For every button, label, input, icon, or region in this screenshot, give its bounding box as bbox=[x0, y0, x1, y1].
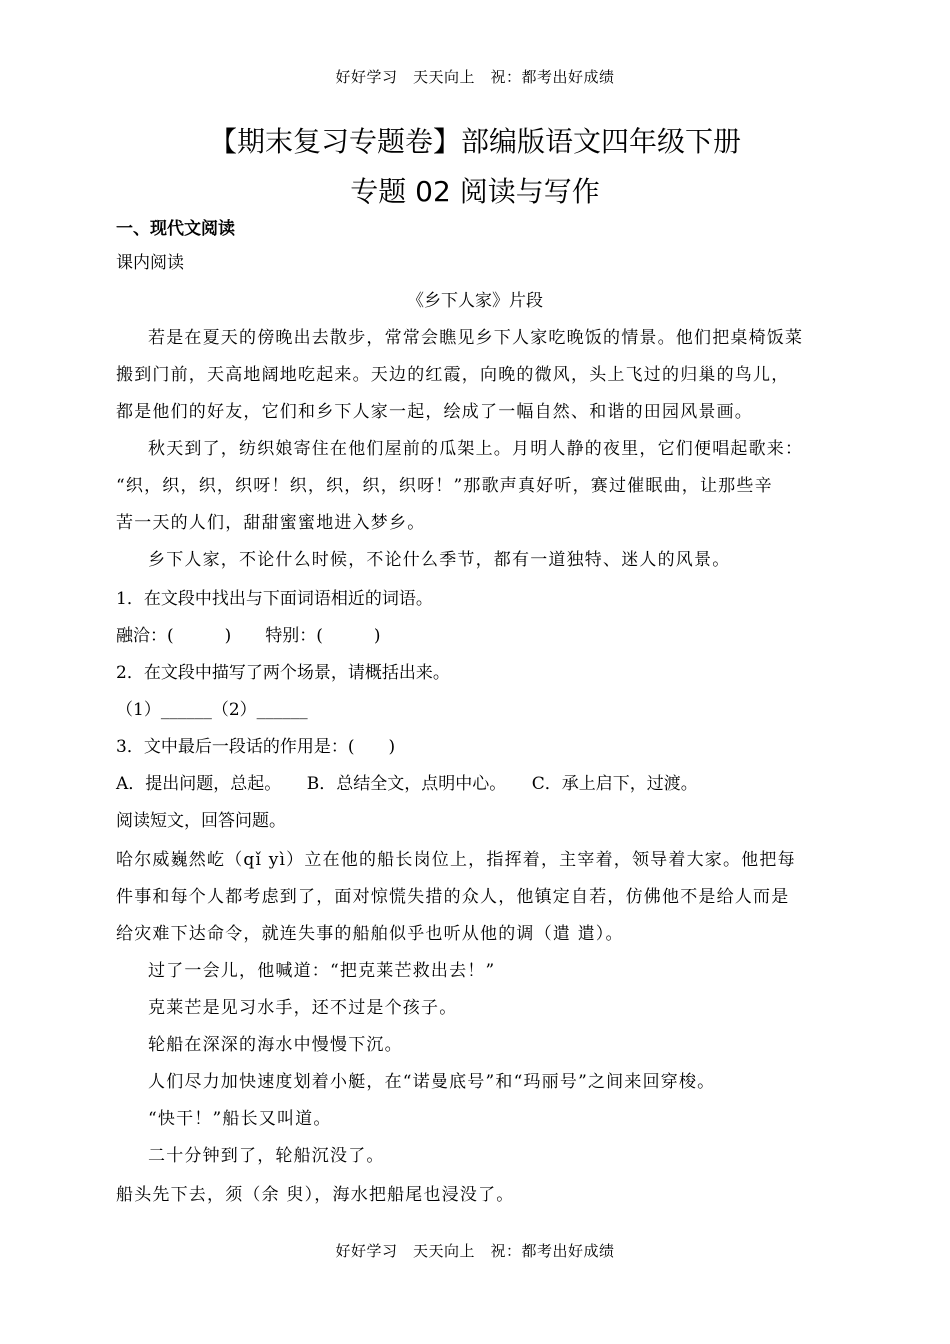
passage-line: 人们尽力加快速度划着小艇，在“诺曼底号”和“玛丽号”之间来回穿梭。 bbox=[148, 1072, 716, 1092]
passage-line: 轮船在深深的海水中慢慢下沉。 bbox=[148, 1035, 403, 1055]
passage-line: 二十分钟到了，轮船沉没了。 bbox=[148, 1146, 385, 1166]
subsection-label: 课内阅读 bbox=[116, 253, 184, 273]
question-3: 3．文中最后一段话的作用是：( ) bbox=[116, 737, 396, 757]
passage-line: 件事和每个人都考虑到了，面对惊慌失措的众人，他镇定自若，仿佛他不是给人而是 bbox=[116, 887, 790, 907]
passage-line: 搬到门前，天高地阔地吃起来。天边的红霞，向晚的微风，头上飞过的归巢的鸟儿， bbox=[116, 365, 790, 385]
passage-line: 哈尔威巍然屹（qǐ yì）立在他的船长岗位上，指挥着，主宰着，领导着大家。他把每 bbox=[116, 850, 796, 870]
section-heading: 一、现代文阅读 bbox=[116, 219, 235, 239]
passage-line: 给灾难下达命令，就连失事的船舶似乎也听从他的调（遣 遣）。 bbox=[116, 924, 624, 944]
passage-line: 秋天到了，纺织娘寄住在他们屋前的瓜架上。月明人静的夜里，它们便唱起歌来： bbox=[148, 439, 804, 459]
passage-line: 乡下人家，不论什么时候，不论什么季节，都有一道独特、迷人的风景。 bbox=[148, 550, 731, 570]
page-header: 好好学习 天天向上 祝：都考出好成绩 bbox=[335, 68, 615, 86]
passage-line: “织，织，织，织呀！织，织，织，织呀！”那歌声真好听，赛过催眠曲，让那些辛 bbox=[116, 476, 773, 496]
passage-2-intro: 阅读短文，回答问题。 bbox=[116, 811, 286, 831]
passage-line: 若是在夏天的傍晚出去散步，常常会瞧见乡下人家吃晚饭的情景。他们把桌椅饭菜 bbox=[148, 328, 804, 348]
question-2-blanks: （1）______（2）______ bbox=[116, 700, 308, 720]
passage-line: 都是他们的好友，它们和乡下人家一起，绘成了一幅自然、和谐的田园风景画。 bbox=[116, 402, 753, 422]
question-1-blanks: 融洽：( ) 特别：( ) bbox=[116, 626, 381, 646]
passage-title: 《乡下人家》片段 bbox=[407, 291, 543, 311]
passage-line: 苦一天的人们，甜甜蜜蜜地进入梦乡。 bbox=[116, 513, 426, 533]
passage-line: 过了一会儿，他喊道：“把克莱芒救出去！” bbox=[148, 961, 496, 981]
document-title: 【期末复习专题卷】部编版语文四年级下册 bbox=[208, 125, 741, 158]
question-3-options: A．提出问题，总起。 B．总结全文，点明中心。 C．承上启下，过渡。 bbox=[116, 774, 698, 794]
passage-line: 船头先下去，须（余 臾），海水把船尾也浸没了。 bbox=[116, 1185, 515, 1205]
page-footer: 好好学习 天天向上 祝：都考出好成绩 bbox=[335, 1242, 615, 1260]
question-2: 2．在文段中描写了两个场景，请概括出来。 bbox=[116, 663, 450, 683]
passage-line: 克莱芒是见习水手，还不过是个孩子。 bbox=[148, 998, 458, 1018]
document-subtitle: 专题 02 阅读与写作 bbox=[350, 175, 600, 208]
passage-line: “快干！”船长又叫道。 bbox=[148, 1109, 332, 1129]
question-1: 1．在文段中找出与下面词语相近的词语。 bbox=[116, 589, 433, 609]
